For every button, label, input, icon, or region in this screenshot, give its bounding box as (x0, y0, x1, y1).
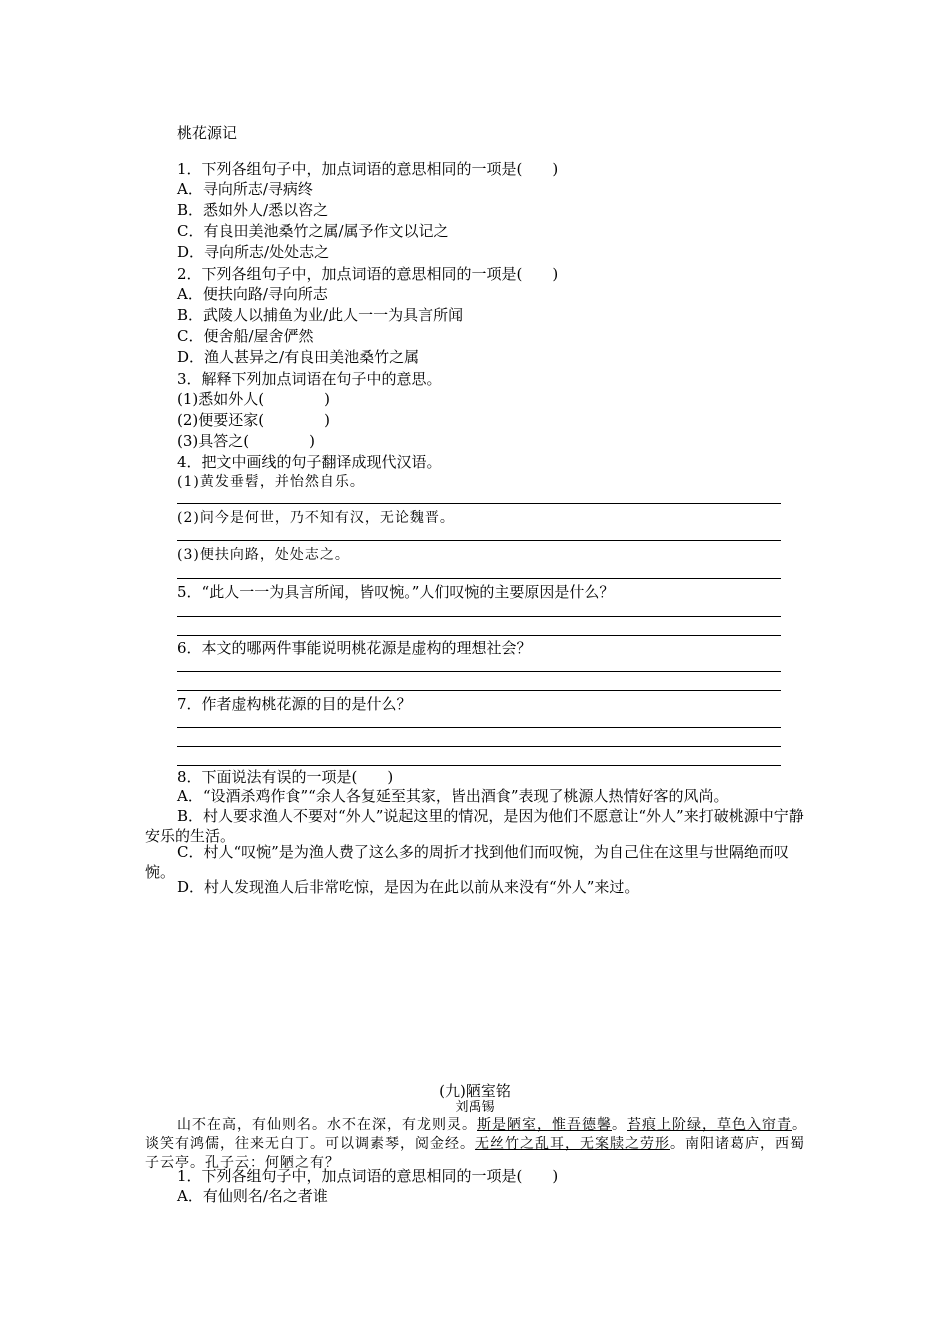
q8-option-b: B．村人要求渔人不要对“外人”说起这里的情况，是因为他们不愿意让“外人”来打破桃源中宁静安乐的生活。 (145, 807, 804, 845)
q1-option-d: D．寻向所志/处处志之 (177, 243, 330, 261)
answer-line (177, 503, 781, 504)
q8-option-d: D．村人发现渔人后非常吃惊，是因为在此以前从来没有“外人”来过。 (177, 878, 640, 896)
s2-q1-option-a: A．有仙则名/名之者谁 (177, 1187, 328, 1205)
lesson-title: (九)陋室铭 (439, 1082, 511, 1100)
q2-option-b: B．武陵人以捕鱼为业/此人一一为具言所闻 (177, 306, 464, 324)
q3-item-3: (3)具答之( ) (177, 432, 315, 450)
q2-option-c: C．便舍船/屋舍俨然 (177, 327, 314, 345)
q2-option-a: A．便扶向路/寻向所志 (177, 285, 328, 303)
q7-stem: 7．作者虚构桃花源的目的是什么？ (177, 695, 412, 713)
section-title: 桃花源记 (177, 124, 238, 142)
q4-item-2: (2)问今是何世，乃不知有汉，无论魏晋。 (177, 510, 455, 526)
answer-line (177, 635, 781, 636)
q3-stem: 3．解释下列加点词语在句子中的意思。 (177, 370, 442, 388)
underlined-sentence: 斯是陋室，惟吾德馨 (477, 1117, 612, 1133)
answer-line (177, 746, 781, 747)
q8-option-c: C．村人“叹惋”是为渔人费了这么多的周折才找到他们而叹惋，为自己住在这里与世隔绝而叹惋。 (145, 843, 789, 881)
answer-line (177, 540, 781, 541)
underlined-sentence: 无丝竹之乱耳，无案牍之劳形 (475, 1136, 670, 1152)
q3-item-1: (1)悉如外人( ) (177, 390, 330, 408)
q2-stem: 2．下列各组句子中，加点词语的意思相同的一项是( ) (177, 265, 559, 283)
q8-option-a: A．“设酒杀鸡作食”“余人各复延至其家，皆出酒食”表现了桃源人热情好客的风尚。 (177, 787, 729, 805)
q2-option-d: D．渔人甚异之/有良田美池桑竹之属 (177, 348, 420, 366)
answer-line (177, 727, 781, 728)
q1-stem: 1．下列各组句子中，加点词语的意思相同的一项是( ) (177, 160, 559, 178)
q1-option-a: A．寻向所志/寻病终 (177, 180, 313, 198)
q6-stem: 6．本文的哪两件事能说明桃花源是虚构的理想社会？ (177, 639, 532, 657)
author: 刘禹锡 (455, 1100, 495, 1115)
q3-item-2: (2)便要还家( ) (177, 411, 330, 429)
answer-line (177, 690, 781, 691)
q8-stem: 8．下面说法有误的一项是( ) (177, 768, 394, 786)
answer-line (177, 671, 781, 672)
q5-stem: 5．“此人一一为具言所闻，皆叹惋。”人们叹惋的主要原因是什么？ (177, 583, 615, 601)
answer-line (177, 616, 781, 617)
s2-q1-stem: 1．下列各组句子中，加点词语的意思相同的一项是( ) (177, 1167, 559, 1185)
q4-item-1: (1)黄发垂髫，并怡然自乐。 (177, 474, 365, 490)
q4-stem: 4．把文中画线的句子翻译成现代汉语。 (177, 453, 442, 471)
passage: 山不在高，有仙则名。水不在深，有龙则灵。斯是陋室，惟吾德馨。苔痕上阶绿，草色入帘青。谈笑有鸿儒，往来无白丁。可以调素琴，阅金经。无丝竹之乱耳，无案牍之劳形。南阳诸葛庐，西蜀子云亭。孔子云：何陋之有？ (145, 1117, 807, 1171)
q1-option-b: B．悉如外人/悉以咨之 (177, 201, 329, 219)
q1-option-c: C．有良田美池桑竹之属/属予作文以记之 (177, 222, 449, 240)
answer-line (177, 765, 781, 766)
q4-item-3: (3)便扶向路，处处志之。 (177, 547, 350, 563)
answer-line (177, 578, 781, 579)
underlined-sentence: 苔痕上阶绿，草色入帘青 (627, 1117, 792, 1133)
